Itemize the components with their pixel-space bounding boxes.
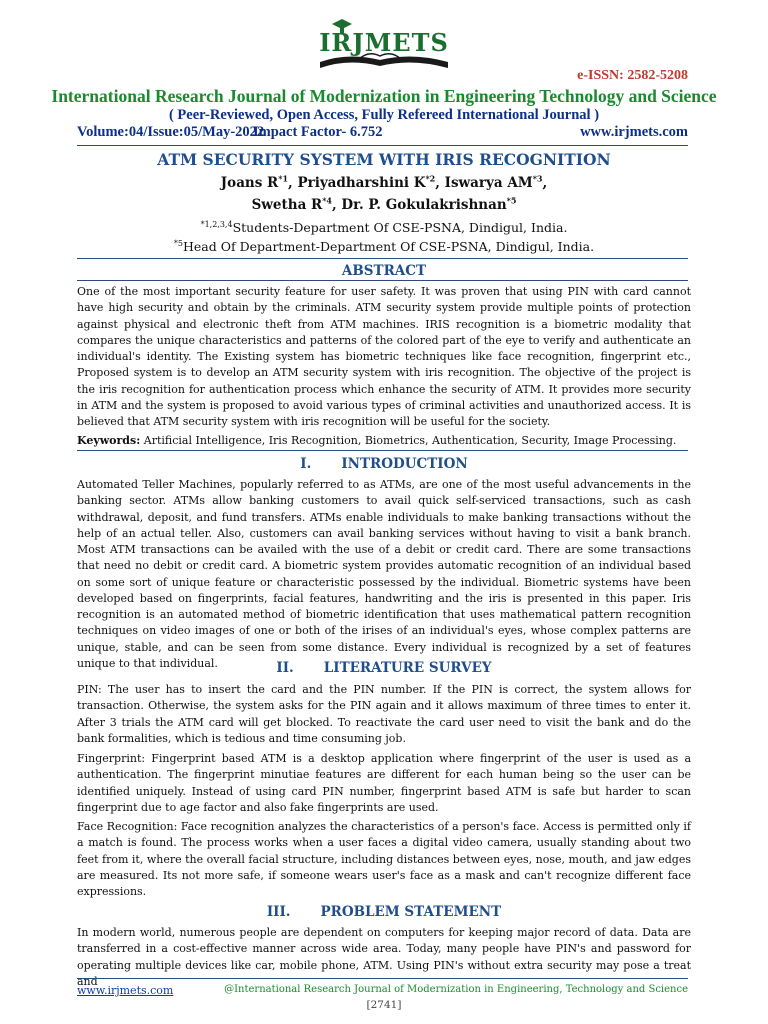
- authors-line-1: Joans $R^{*1}$, Priyadharshini $K^{*2}$, Iswarya AM$^{*3}$,: [220, 173, 548, 191]
- section-title: LITERATURE SURVEY: [323, 660, 492, 676]
- journal-meta-row: [77, 124, 688, 144]
- footer-website-link[interactable]: www.irjmets.com: [77, 984, 174, 997]
- problem-text: In modern world, numerous people are dependent on computers for keeping major record of data. Data are transferred in a cost-effective manner across wide area. Today, many people have PIN's and password for operating multiple devices like car, mobile phone, ATM. Using PIN's without extra security may pose a treat and: [77, 926, 691, 988]
- section-number: I.: [300, 456, 312, 472]
- section-title: INTRODUCTION: [341, 456, 468, 472]
- keywords-list: Artificial Intelligence, Iris Recognition, Biometrics, Authentication, Security, Image Processing.: [143, 434, 677, 447]
- abstract-rule: [77, 280, 688, 281]
- literature-fingerprint: Fingerprint: Fingerprint based ATM is a desktop application where fingerprint of the user is used as a authentication. The fingerprint minutiae features are different for each human being so the user can be identified uniquely. Instead of using card PIN number, fingerprint based ATM is safe but harder to scan fingerprint due to age factor and also fake fingerprints are used.: [77, 752, 691, 814]
- literature-pin: PIN: The user has to insert the card and the PIN number. If the PIN is correct, the system allows for transaction. Otherwise, the system asks for the PIN again and it allows maximum of three times to enter it. After 3 trials the ATM card will get blocked. To reactivate the card user need to visit the bank and do the bank formalities, which is tedious and time consuming job.: [77, 683, 691, 745]
- page-number: [2741]: [366, 999, 402, 1011]
- section-number: II.: [276, 660, 294, 676]
- author-sup: *1: [278, 173, 289, 184]
- affiliation-text: Head Of Department-Department Of CSE-PSNA, Dindigul, India.: [183, 239, 595, 254]
- section-heading-introduction: [0, 456, 768, 472]
- introduction-text: Automated Teller Machines, popularly referred to as ATMs, are one of the most useful advancements in the banking sector. ATMs allow banking customers to avail quick self-serviced transactions, such as cash withdrawal, deposit, and fund transfers. ATMs enable individuals to make banking transactions without the help of an actual teller. Also, customers can avail banking services without having to visit a bank branch. Most ATM transactions can be availed with the use of a debit or credit card. There are some transactions that need no debit or credit card. A biometric system provides automatic recognition of an individual based on some sort of unique feature or characteristic possessed by the individual. Biometric systems have been developed based on fingerprints, facial features, handwriting and the iris is presented in this paper. Iris recognition is an automated method of biometric identification that uses mathematical pattern recognition techniques on video images of one or both of the irises of an individual's eyes, whose complex patterns are unique, stable, and can be seen from some distance. Every individual is recognized by a set of features unique to that individual.: [77, 478, 691, 670]
- section-heading-problem: [0, 904, 768, 920]
- paper-title: ATM SECURITY SYSTEM WITH IRIS RECOGNITION: [157, 150, 611, 169]
- keywords-rule: [77, 450, 688, 451]
- affiliation-hod: [0, 239, 768, 254]
- affiliation-text: Students-Department Of CSE-PSNA, Dindigul, India.: [232, 220, 568, 235]
- journal-website[interactable]: www.irjmets.com: [580, 124, 688, 140]
- footer-rule: [77, 978, 688, 979]
- affiliation-sup: *1,2,3,4: [200, 219, 233, 229]
- author-sup: *2: [425, 173, 436, 184]
- impact-factor: Impact Factor- 6.752: [253, 124, 383, 140]
- peer-review-line: ( Peer-Reviewed, Open Access, Fully Refereed International Journal ): [168, 107, 600, 123]
- author-name: Dr. P. Gokulakrishnan: [341, 197, 507, 213]
- affiliation-sup: *5: [173, 238, 183, 248]
- authors-line-2: Swetha $R^{*4}$, Dr. P. Gokulakrishnan$^{*5}$: [251, 195, 517, 213]
- abstract-text: One of the most important security feature for user safety. It was proven that using PIN with card cannot have high security and obtain by the criminals. ATM security system provide multiple points of protection against physical and electronic theft from ATM machines. IRIS recognition is a biometric modality that compares the unique characteristics and patterns of the colored part of the eye to verify and authenticate an individual's identity. The Existing system has biometric techniques like face recognition, fingerprint etc., Proposed system is to develop an ATM security system with iris recognition. The objective of the project is the iris recognition for authentication process which enhance the security of ATM. It provides more security in ATM and the system is proposed to avoid various types of criminal activities and unauthorized access. It is believed that ATM security system with iris recognition will be useful for the society.: [77, 285, 691, 428]
- author-sup: *4: [322, 195, 332, 206]
- header-rule: [77, 145, 688, 146]
- journal-name: International Research Journal of Modernization in Engineering Technology and Science: [51, 86, 717, 106]
- section-title: PROBLEM STATEMENT: [320, 904, 502, 920]
- author-sup: *5: [506, 195, 517, 206]
- keywords: [77, 433, 691, 449]
- issn: e-ISSN: 2582-5208: [577, 68, 688, 83]
- author-name: Joans R: [220, 175, 279, 191]
- author-name: Priyadharshini K: [297, 175, 426, 191]
- section-number: III.: [266, 904, 291, 920]
- affiliation-students: [0, 220, 768, 235]
- literature-face: Face Recognition: Face recognition analyzes the characteristics of a person's face. Access is permitted only if a match is found. The process works when a user faces a digital video camera, usually standing about two feet from it, where the overall facial structure, including distances between eyes, nose, mouth, and jaw edges are measured. Its not more safe, if someone wears user's face as a mask and can't recognize different face expressions.: [77, 820, 691, 898]
- author-name: Swetha R: [251, 197, 323, 213]
- footer-copyright: @International Research Journal of Modernization in Engineering, Technology and Science: [224, 984, 688, 995]
- author-name: Iswarya AM: [444, 175, 533, 191]
- logo-text: IRJMETS: [319, 28, 449, 57]
- keywords-label: Keywords:: [77, 434, 141, 447]
- affiliation-rule: [77, 258, 688, 259]
- abstract-heading: ABSTRACT: [341, 263, 427, 279]
- section-heading-literature: [0, 660, 768, 676]
- author-sup: *3: [532, 173, 543, 184]
- journal-logo: [318, 12, 450, 78]
- volume-issue: Volume:04/Issue:05/May-2022: [77, 124, 265, 140]
